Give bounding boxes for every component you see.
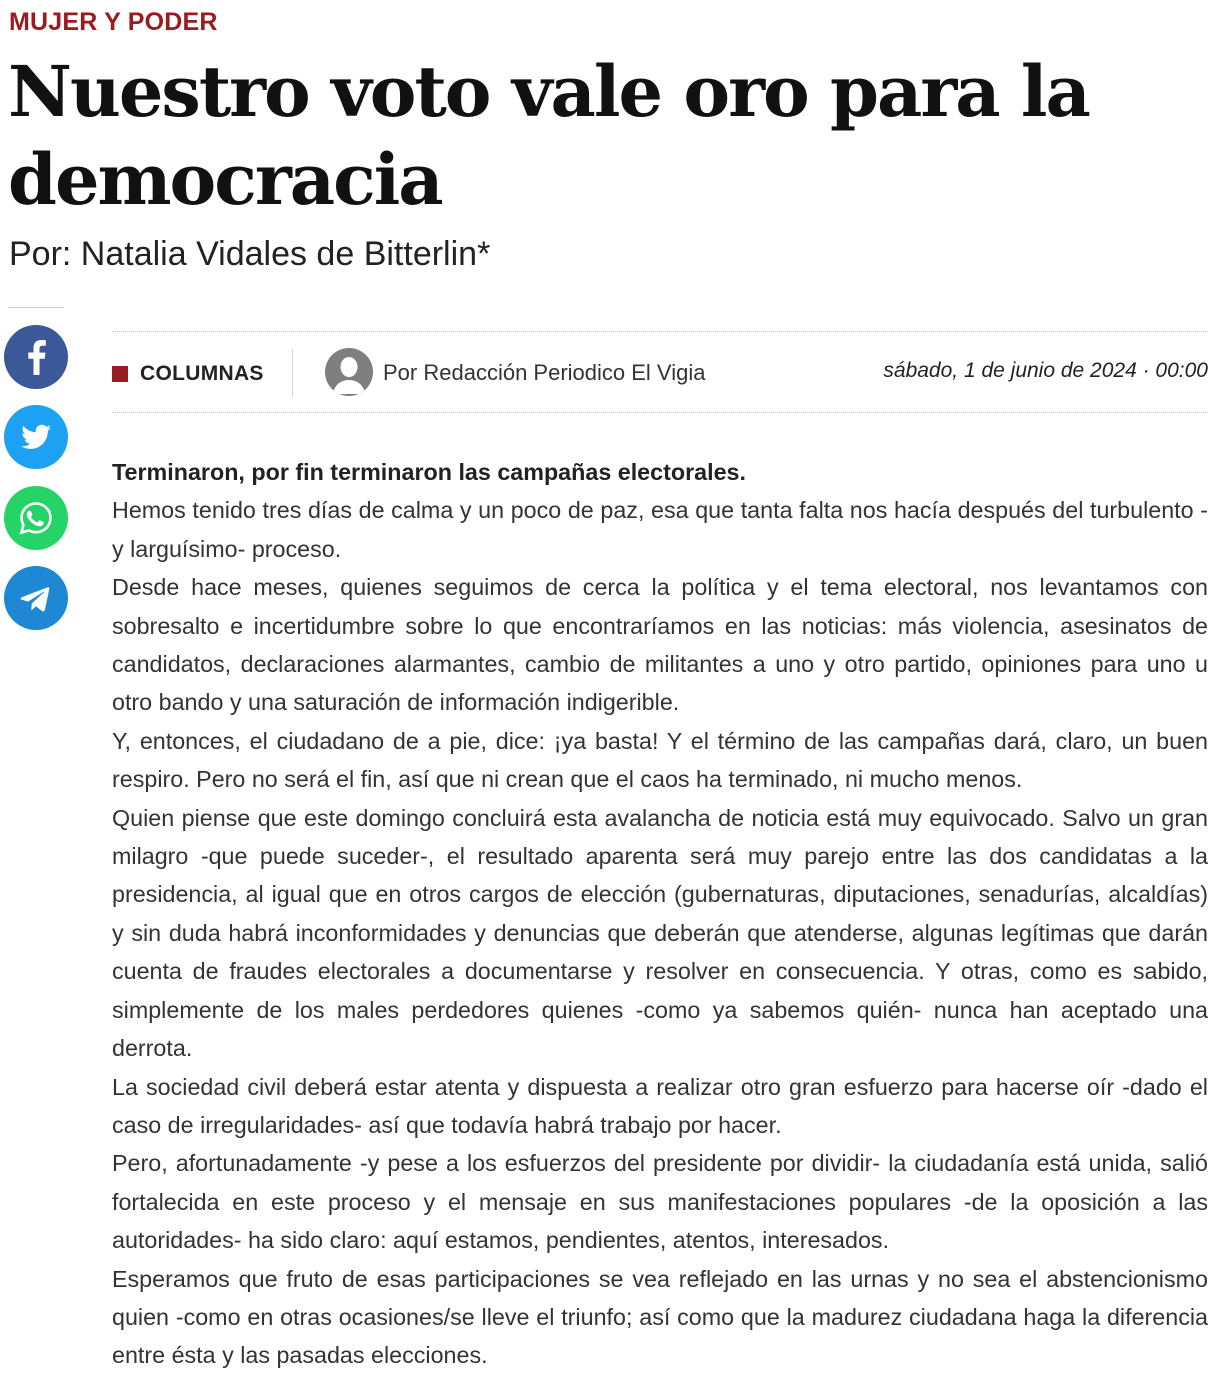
category-marker <box>112 366 128 382</box>
facebook-share-button[interactable] <box>4 325 68 389</box>
article-paragraph: Pero, afortunadamente -y pese a los esfuerzos del presidente por dividir- la ciudadanía está unida, salió fortalecida en este proceso y el mensaje en sus manifestaciones populares -de la oposición a las autoridades- ha sido claro: aquí estamos, pendientes, atentos, interesados. <box>112 1150 1208 1254</box>
divider <box>8 307 64 308</box>
telegram-share-button[interactable] <box>4 566 68 630</box>
article-paragraph: La sociedad civil deberá estar atenta y dispuesta a realizar otro gran esfuerzo para hacerse oír -dado el caso de irregularidades- así que todavía habrá trabajo por hacer. <box>112 1073 1208 1138</box>
publish-date: sábado, 1 de junio de 2024 · 00:00 <box>883 359 1208 382</box>
article-paragraph: Y, entonces, el ciudadano de a pie, dice: ¡ya basta! Y el término de las campañas dará, claro, un buen respiro. Pero no será el fin, así que ni crean que el caos ha terminado, ni mucho menos. <box>112 727 1208 793</box>
category-label: COLUMNAS <box>140 362 264 385</box>
telegram-icon <box>4 566 68 630</box>
whatsapp-share-button[interactable] <box>4 486 68 550</box>
article-meta-bar <box>112 331 1208 413</box>
twitter-icon <box>4 405 68 469</box>
article-body <box>112 453 1208 1375</box>
author-name[interactable]: Por Redacción Periodico El Vigia <box>383 360 706 385</box>
article-paragraph-lead: Terminaron, por fin terminaron las campañas electorales. <box>112 459 746 485</box>
article-byline: Por: Natalia Vidales de Bitterlin* <box>9 235 491 273</box>
meta-divider <box>292 349 293 397</box>
category-link[interactable] <box>112 362 264 386</box>
article-paragraph: Esperamos que fruto de esas participaciones se vea reflejado en las urnas y no sea el abstencionismo quien -como en otras ocasiones/se lleve el triunfo; así como que la madurez ciudadana haga la diferencia entre ésta y las pasadas elecciones. <box>112 1265 1208 1369</box>
facebook-icon <box>4 325 68 389</box>
user-icon <box>325 348 373 396</box>
whatsapp-icon <box>4 486 68 550</box>
article-title: Nuestro voto vale oro para la democracia <box>8 50 1089 221</box>
author-avatar[interactable] <box>325 348 373 396</box>
article-paragraph: Desde hace meses, quienes seguimos de cerca la política y el tema electoral, nos levantamos con sobresalto e incertidumbre sobre lo que encontraríamos en las noticias: más violencia, asesinatos de candidatos, declaraciones alarmantes, cambio de militantes a uno y otro partido, opiniones para uno u otro bando y una saturación de información indigerible. <box>112 574 1208 716</box>
article-paragraph: Hemos tenido tres días de calma y un poco de paz, esa que tanta falta nos hacía después del turbulento -y larguísimo- proceso. <box>112 497 1208 562</box>
twitter-share-button[interactable] <box>4 405 68 469</box>
article-paragraph: Quien piense que este domingo concluirá esta avalancha de noticia está muy equivocado. Salvo un gran milagro -que puede suceder-, el resultado aparenta será muy parejo entre las dos candidatas a la presidencia, al igual que en otros cargos de elección (gubernaturas, diputaciones, senadurías, alcaldías) y sin duda habrá inconformidades y denuncias que deberán que atenderse, algunas legítimas que darán cuenta de fraudes electorales a documentarse y resolver en consecuencia. Y otras, como es sabido, simplemente de los males perdedores quienes -como ya sabemos quién- nunca han aceptado una derrota. <box>112 804 1208 1062</box>
section-kicker[interactable]: MUJER Y PODER <box>9 8 218 36</box>
